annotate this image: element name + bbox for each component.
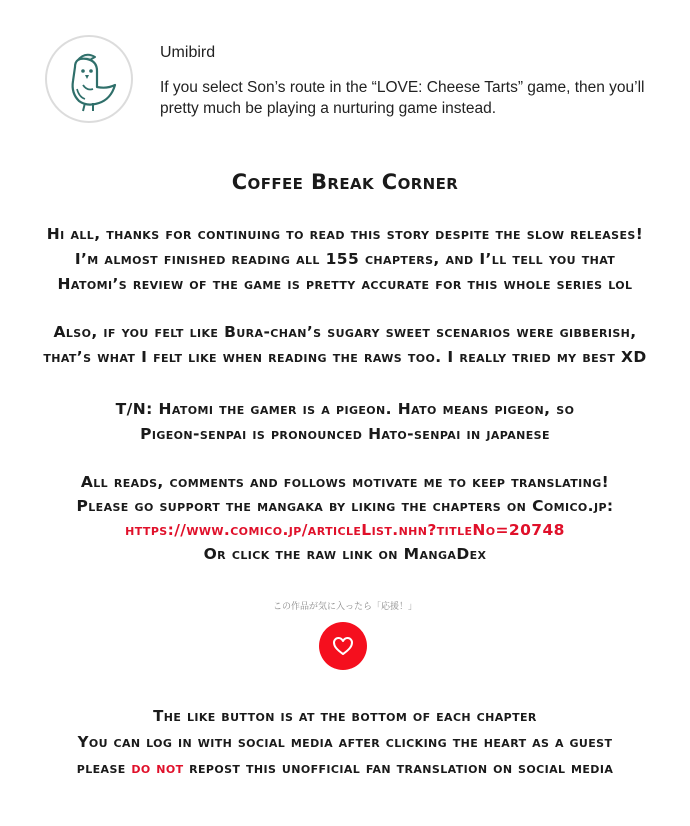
note-text: repost this unofficial fan translation on social media (183, 759, 614, 777)
note-line: All reads, comments and follows motivate me to keep translating! (80, 473, 610, 491)
note-line: T/N: Hatomi the gamer is a pigeon. Hato means pigeon, so (115, 400, 575, 418)
comico-link[interactable]: https://www.comico.jp/articleList.nhn?titleNo=20748 (125, 521, 565, 539)
like-button[interactable] (319, 622, 367, 670)
closing-paragraph (0, 703, 690, 781)
note-line: Please go support the mangaka by liking the chapters on Comico.jp: (76, 497, 614, 515)
note-paragraph-2 (0, 320, 690, 370)
note-line: I’m almost finished reading all 155 chapters, and I’ll tell you that (74, 250, 616, 268)
author-name: Umibird (160, 44, 216, 61)
note-line: Pigeon-senpai is pronounced Hato-senpai in japanese (140, 425, 550, 443)
note-line: Or click the raw link on MangaDex (203, 545, 487, 563)
like-caption: この作品が気に入ったら「応援！」 (272, 602, 417, 612)
note-text: please (76, 759, 132, 777)
note-line: Also, if you felt like Bura-chan’s sugary sweet scenarios were gibberish, (53, 323, 637, 341)
note-line: The like button is at the bottom of each chapter (153, 707, 537, 725)
note-line: You can log in with social media after clicking the heart as a guest (77, 733, 613, 751)
author-comment-text: If you select Son’s route in the “LOVE: Cheese Tarts” game, then you’ll pretty much be playing a nurturing game instead. (160, 79, 645, 117)
note-line: Hi all, thanks for continuing to read this story despite the slow releases! (46, 225, 644, 243)
section-title: Coffee Break Corner (231, 170, 459, 194)
avatar[interactable] (45, 35, 133, 123)
note-line (0, 755, 690, 781)
author-comment-block (45, 35, 665, 125)
note-line: Hatomi’s review of the game is pretty accurate for this whole series lol (57, 275, 633, 293)
bird-icon (47, 37, 131, 121)
support-paragraph (0, 470, 690, 566)
heart-icon (332, 636, 354, 656)
note-line: that’s what I felt like when reading the raws too. I really tried my best XD (43, 348, 647, 366)
warning-text: do not (131, 759, 184, 777)
translator-note (0, 397, 690, 447)
note-paragraph-1 (0, 222, 690, 297)
